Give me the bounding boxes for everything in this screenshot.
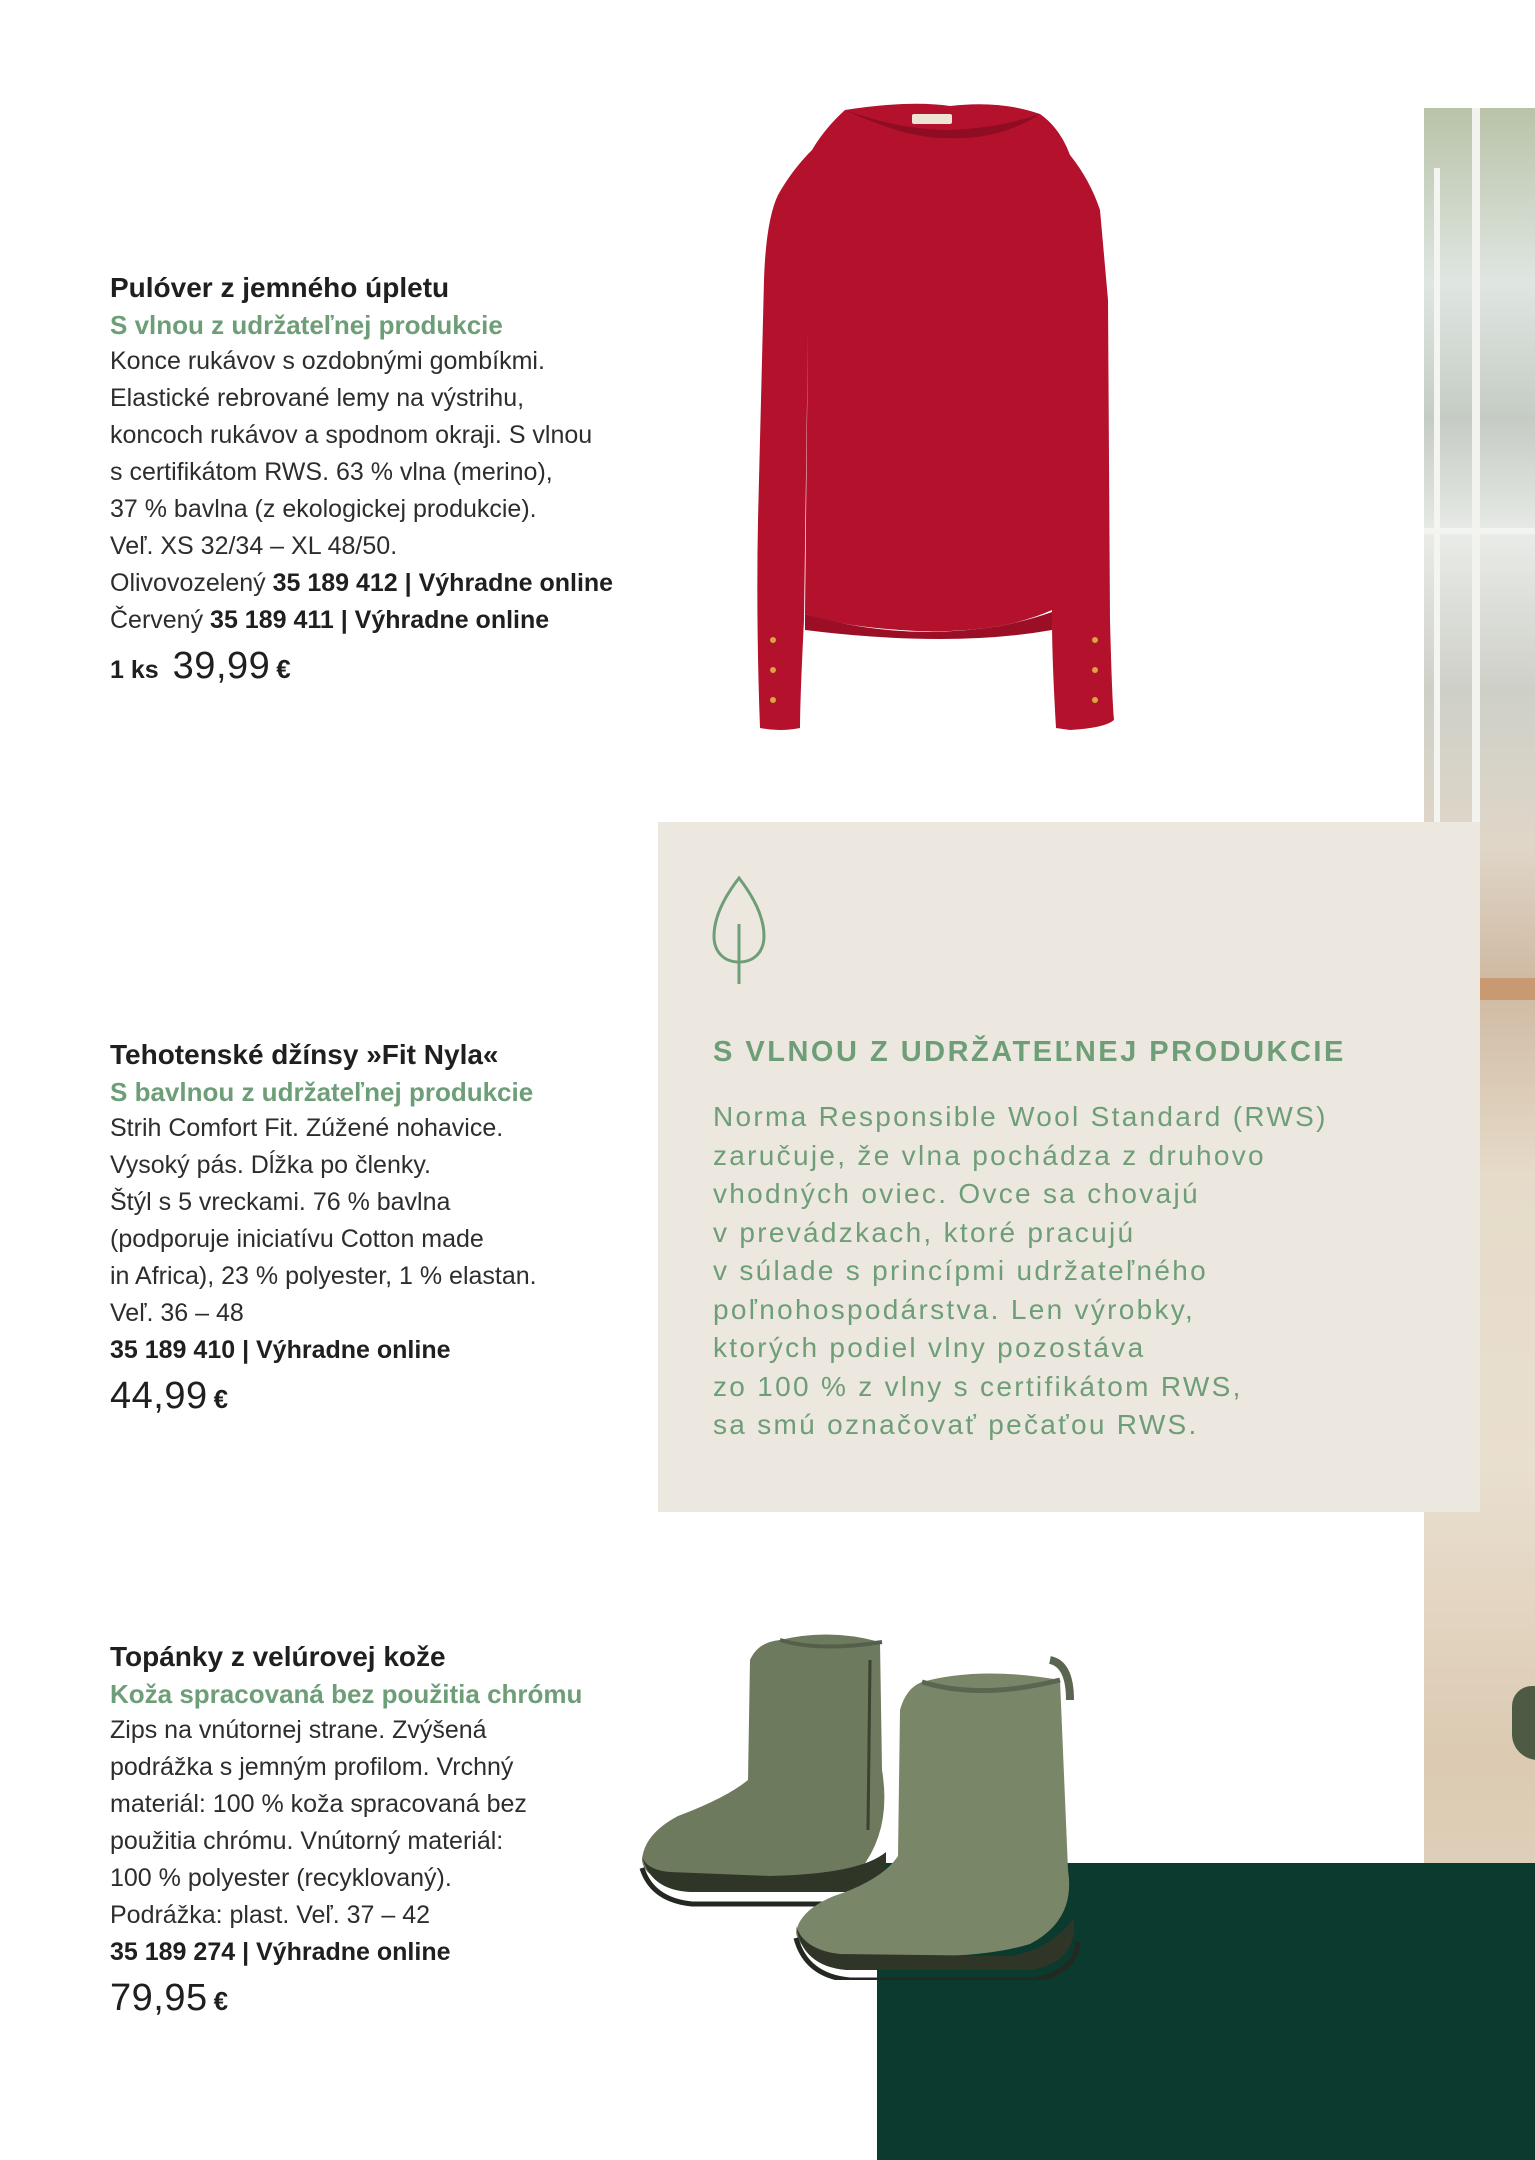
variant-code: 35 189 411 | Výhradne online [210,606,550,634]
price-row [110,1375,670,1418]
price: 44,99 [110,1375,208,1417]
boot-detail [1512,1686,1535,1760]
product-description-line: Veľ. XS 32/34 – XL 48/50. [110,532,398,560]
variant-color: Červený [110,606,204,634]
quantity: 1 ks [110,656,159,684]
product-subtitle: S vlnou z udržateľnej produkcie [110,310,503,340]
product-title: Pulóver z jemného úpletu [110,272,450,303]
product-description-line: in Africa), 23 % polyester, 1 % elastan. [110,1262,537,1290]
boots-image [630,1620,1100,1980]
currency: € [213,1986,229,2016]
product-description-line: podrážka s jemným profilom. Vrchný [110,1753,514,1781]
info-line: poľnohospodárstva. Len výrobky, [713,1293,1196,1325]
product-title: Topánky z velúrovej kože [110,1641,446,1672]
price-row [110,645,670,688]
info-line: v súlade s princípmi udržateľného [713,1255,1208,1286]
product-description-line: Vysoký pás. Dĺžka po členky. [110,1151,431,1179]
currency: € [276,654,291,684]
variant-color: Olivovozelený [110,569,266,597]
product-description-line: Elastické rebrované lemy na výstrihu, [110,384,525,412]
info-line: vhodných oviec. Ovce sa chovajú [713,1178,1200,1209]
product-variant [110,565,670,602]
product-description-line: 37 % bavlna (z ekologickej produkcie). [110,495,537,523]
product-subtitle: S bavlnou z udržateľnej produkcie [110,1077,534,1107]
window-frame [1424,528,1535,534]
info-line: zo 100 % z vlny s certifikátom RWS, [713,1370,1243,1402]
currency: € [213,1384,229,1414]
info-title: S VLNOU Z UDRŽATEĽNEJ PRODUKCIE [713,1036,1346,1068]
variant-code: 35 189 274 | Výhradne online [110,1938,451,1966]
variant-code: 35 189 412 | Výhradne online [272,569,614,597]
product-description-line: 100 % polyester (recyklovaný). [110,1864,452,1892]
product-description-line: (podporuje iniciatívu Cotton made [110,1225,484,1253]
info-line: ktorých podiel vlny pozostáva [713,1332,1146,1363]
product-description-line: Strih Comfort Fit. Zúžené nohavice. [110,1114,504,1142]
info-line: Norma Responsible Wool Standard (RWS) [713,1101,1328,1132]
product-description-line: Konce rukávov s ozdobnými gombíkmi. [110,347,545,375]
product-sweater [110,269,670,688]
product-description-line: použitia chrómu. Vnútorný materiál: [110,1827,504,1855]
product-jeans [110,1036,670,1418]
product-description-line: Štýl s 5 vreckami. 76 % bavlna [110,1188,451,1216]
price-row [110,1977,670,2020]
info-body [713,1098,1473,1445]
product-boots [110,1638,670,2020]
rws-info-box [658,822,1480,1512]
product-variant [110,602,670,639]
sweater-image [700,100,1170,735]
info-line: zaručuje, že vlna pochádza z druhovo [713,1139,1266,1171]
leaf-icon [710,874,768,986]
price: 39,99 [172,645,271,687]
product-title: Tehotenské džínsy »Fit Nyla« [110,1039,499,1070]
variant-code: 35 189 410 | Výhradne online [110,1336,451,1364]
price: 79,95 [110,1977,208,2019]
product-description-line: materiál: 100 % koža spracovaná bez [110,1790,527,1818]
info-line: sa smú označovať pečaťou RWS. [713,1409,1199,1440]
product-description-line: koncoch rukávov a spodnom okraji. S vlnou [110,421,593,449]
product-description-line: s certifikátom RWS. 63 % vlna (merino), [110,458,553,486]
product-code [110,1934,670,1971]
product-subtitle: Koža spracovaná bez použitia chrómu [110,1679,583,1709]
product-description-line: Podrážka: plast. Veľ. 37 – 42 [110,1901,430,1929]
info-line: v prevádzkach, ktoré pracujú [713,1216,1136,1248]
product-description-line: Veľ. 36 – 48 [110,1299,244,1327]
product-description-line: Zips na vnútornej strane. Zvýšená [110,1716,487,1744]
product-code [110,1332,670,1369]
